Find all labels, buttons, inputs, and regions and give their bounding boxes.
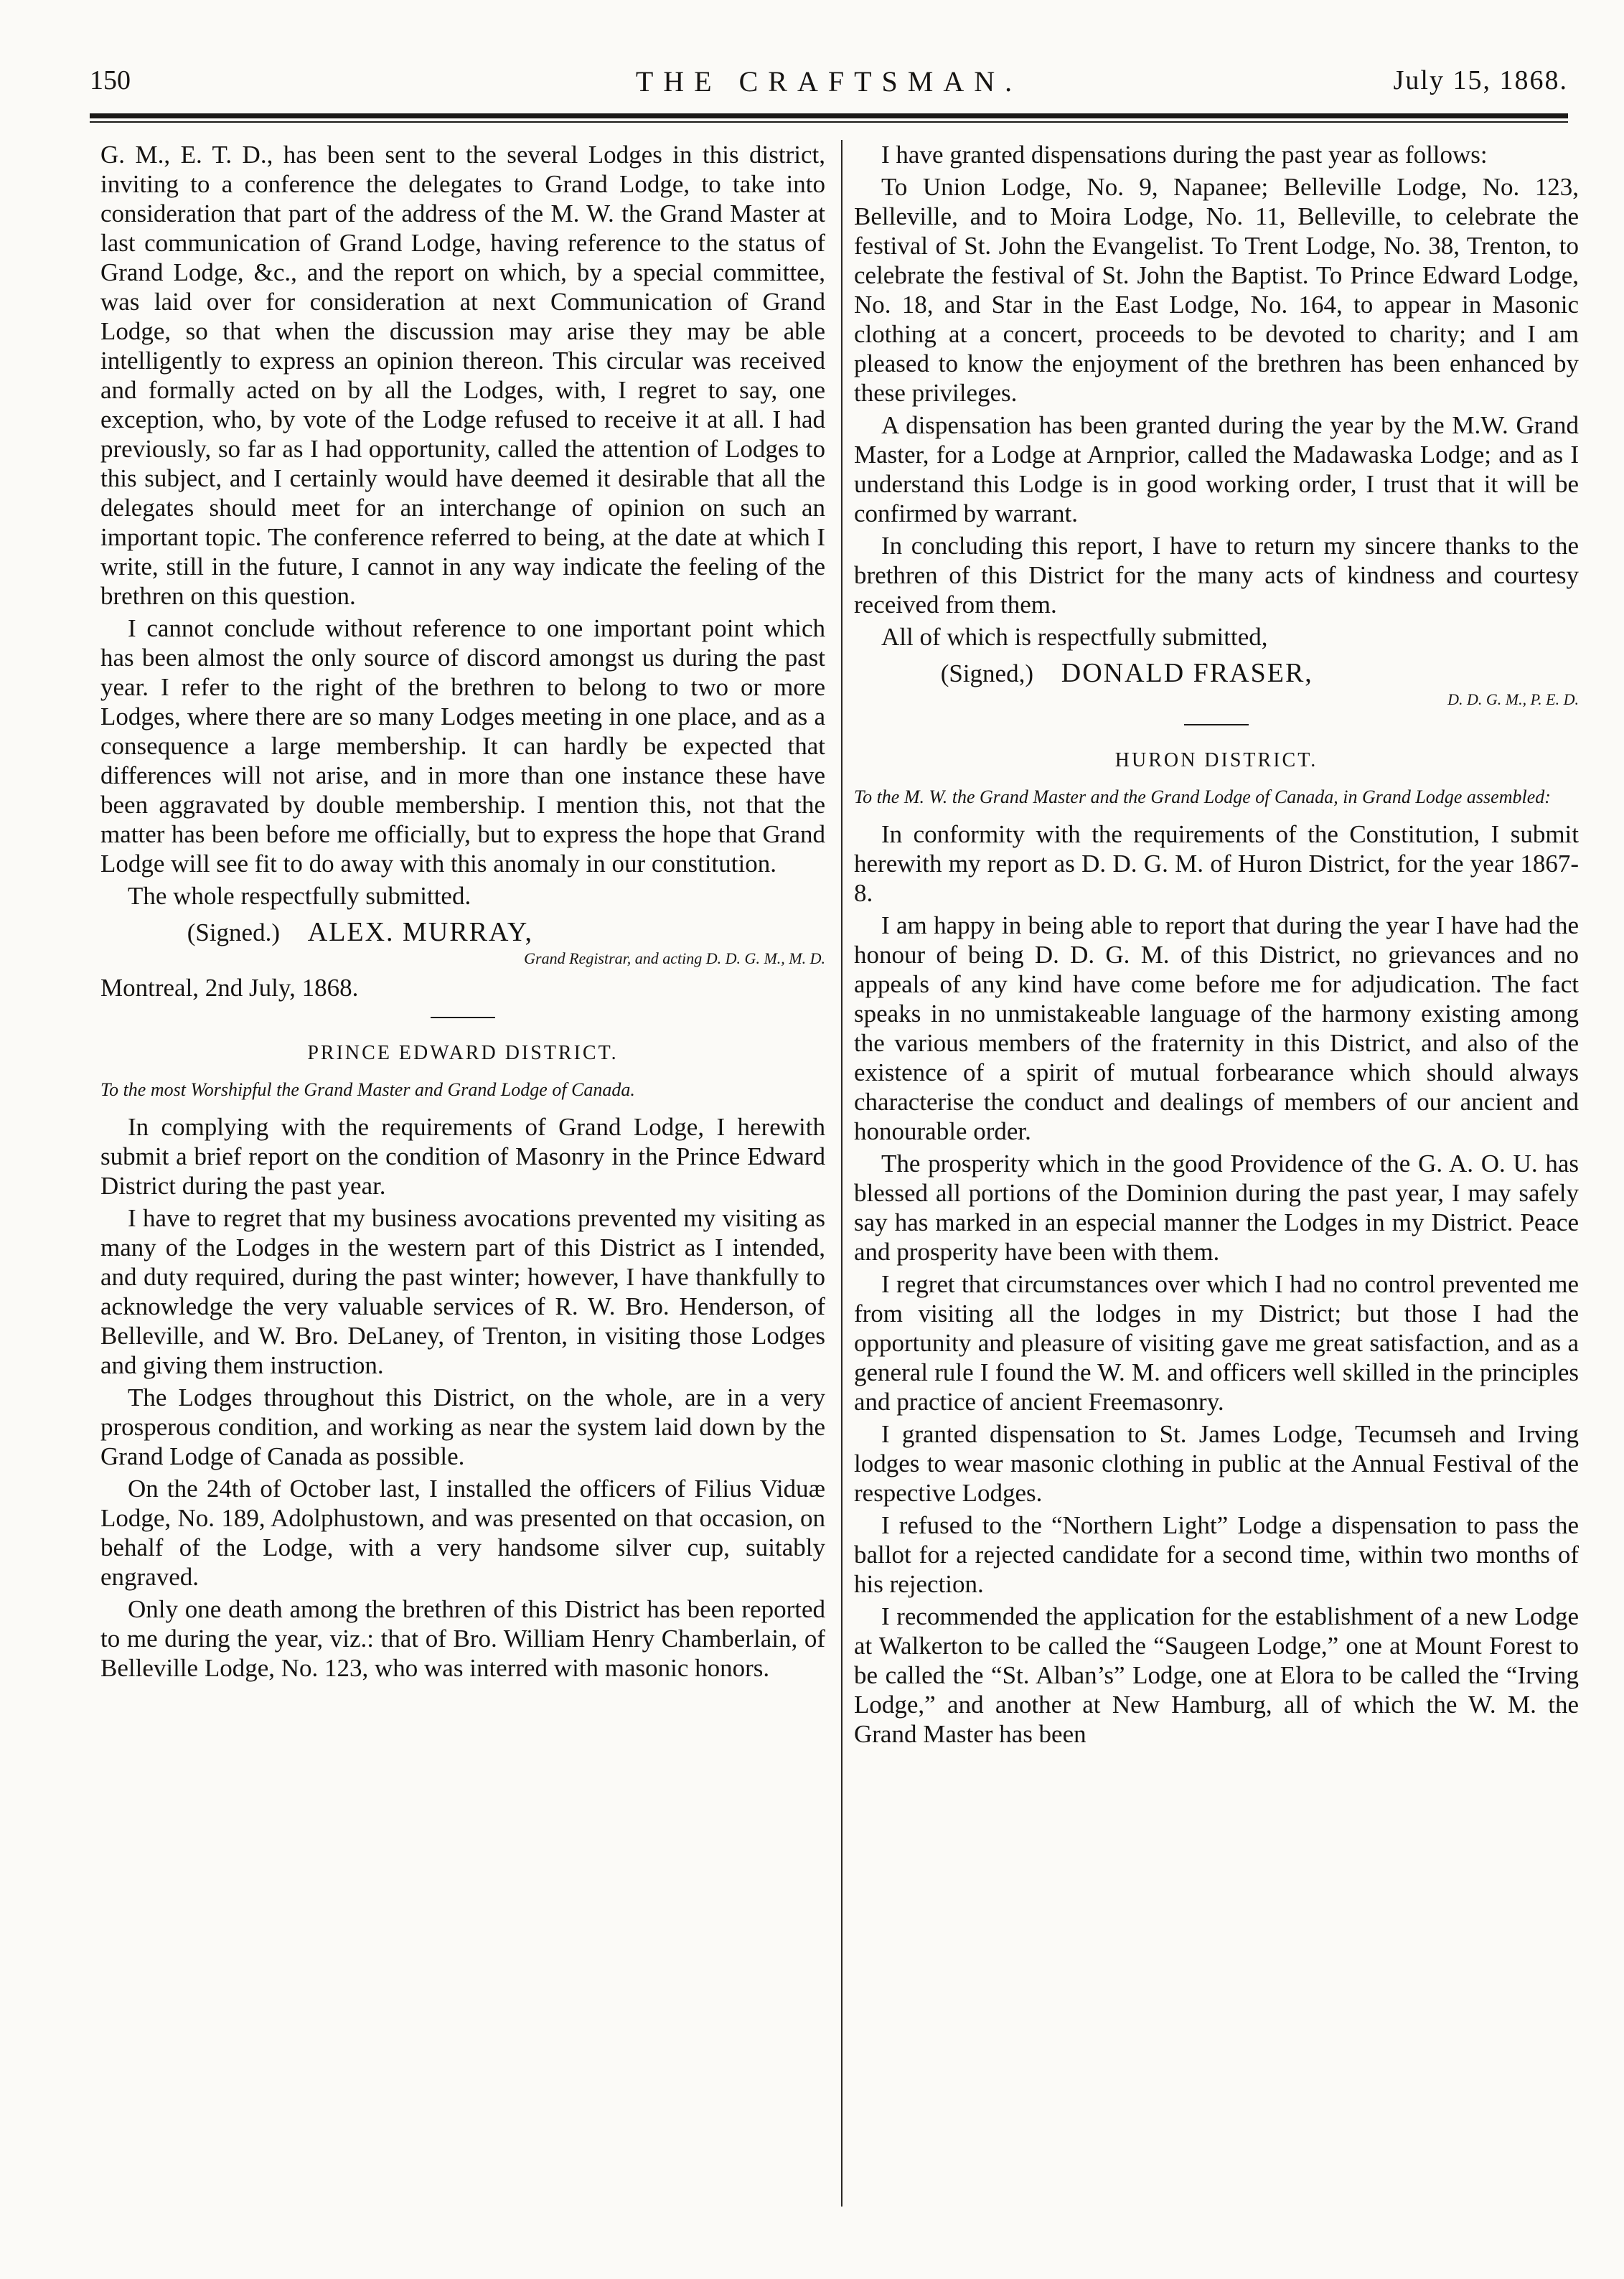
header-rule-thick (90, 113, 1568, 118)
signature-block (100, 918, 825, 947)
paragraph: I refused to the “Northern Light” Lodge a dispensation to pass the ballot for a rejected candidate for a second time, within two months of his rejection. (854, 1511, 1579, 1598)
section-rule (431, 1017, 495, 1018)
paragraph: The Lodges throughout this District, on the whole, are in a very prosperous condition, and working as near the system laid down by the Grand Lodge of Canada as possible. (100, 1383, 825, 1470)
section-heading: HURON DISTRICT. (1114, 749, 1318, 771)
paragraph: To Union Lodge, No. 9, Napanee; Belleville Lodge, No. 123, Belleville, and to Moira Lodge, No. 11, Belleville, to celebrate the festival of St. John the Evangelist. To Trent Lodge, No. 38, Trenton, to celebrate the festival of St. John the Baptist. To Prince Edward Lodge, No. 18, and Star in the East Lodge, No. 164, to appear in Masonic clothing at a concert, proceeds to be devoted to charity; and I am pleased to know the enjoyment of the brethren has been enhanced by these privileges. (854, 173, 1579, 407)
signatory-name: ALEX. MURRAY, (307, 917, 533, 947)
paragraph: I have to regret that my business avocations prevented my visiting as many of the Lodges in the western part of this District as I intended, and duty required, during the past winter; however, I have thankfully to acknowledge the very valuable services of R. W. Bro. Henderson, of Belleville, and W. Bro. DeLaney, of Trenton, in visiting those Lodges and giving them instruction. (100, 1204, 825, 1379)
paragraph: A dispensation has been granted during the year by the M.W. Grand Master, for a Lodge at Arnprior, called the Madawaska Lodge; and as I understand this Lodge is in good working order, I trust that it will be confirmed by warrant. (854, 411, 1579, 527)
report-address: To the M. W. the Grand Master and the Grand Lodge of Canada, in Grand Lodge assembled: (854, 786, 1551, 807)
signatory-title: Grand Registrar, and acting D. D. G. M., M. D. (524, 949, 825, 967)
paragraph: I granted dispensation to St. James Lodge, Tecumseh and Irving lodges to wear masonic clothing in public at the Annual Festival of the respective Lodges. (854, 1420, 1579, 1507)
paragraph: All of which is respectfully submitted, (881, 623, 1268, 651)
section-heading: PRINCE EDWARD DISTRICT. (307, 1042, 619, 1064)
left-column (100, 140, 825, 2257)
signed-label: (Signed.) (187, 918, 280, 946)
journal-title: THE CRAFTSMAN. (635, 65, 1023, 98)
paragraph: I cannot conclude without reference to one important point which has been almost the only source of discord amongst us during the past year. I refer to the right of the brethren to belong to two or more Lodges, where there are so many Lodges meeting in one place, and as a consequence a large membership. It can hardly be expected that differences will not arise, and in more than one instance these have been aggravated by double membership. I mention this, not that the matter has been before me officially, but to express the hope that Grand Lodge will see fit to do away with this anomaly in our constitution. (100, 614, 825, 878)
page-number: 150 (90, 65, 131, 95)
paragraph: I have granted dispensations during the past year as follows: (881, 141, 1488, 169)
paragraph: G. M., E. T. D., has been sent to the several Lodges in this district, inviting to a conference the delegates to Grand Lodge, to take into consideration that part of the address of the M. W. the Grand Master at last communication of Grand Lodge, having reference to the status of Grand Lodge, &c., and the report on which, by a special committee, was laid over for consideration at next Communication of Grand Lodge, so that when the discussion may arise they may be able intelligently to express an opinion thereon. This circular was received and formally acted on by all the Lodges, with, I regret to say, one exception, who, by vote of the Lodge refused to receive it at all. I had previously, so far as I had opportunity, called the attention of Lodges to this subject, and I certainly would have deemed it desirable that all the delegates should meet for an interchange of opinion on such an important topic. The conference referred to being, at the date at which I write, still in the future, I cannot in any way indicate the feeling of the brethren on this question. (100, 141, 825, 610)
paragraph: On the 24th of October last, I installed the officers of Filius Viduæ Lodge, No. 189, Adolphustown, and was presented on that occasion, on behalf of the Lodge, with a very handsome silver cup, suitably engraved. (100, 1475, 825, 1591)
paragraph: I recommended the application for the establishment of a new Lodge at Walkerton to be called the “Saugeen Lodge,” one at Mount Forest to be called the “St. Alban’s” Lodge, one at Elora to be called the “Irving Lodge,” and another at New Hamburg, all of which the W. M. the Grand Master has been (854, 1602, 1579, 1748)
paragraph: The prosperity which in the good Providence of the G. A. O. U. has blessed all portions of the Dominion during the past year, I may safely say has marked in an especial manner the Lodges in my District. Peace and prosperity have been with them. (854, 1150, 1579, 1266)
issue-date: July 15, 1868. (1393, 65, 1568, 95)
paragraph: In concluding this report, I have to return my sincere thanks to the brethren of this District for the many acts of kindness and courtesy received from them. (854, 532, 1579, 619)
paragraph: I am happy in being able to report that during the year I have had the honour of being D. D. G. M. of this District, no grievances and no appeals of any kind have come before me for adjudication. The fact speaks in no unmistakeable language of the harmony existing among the various members of the fraternity in this District, and also of the existence of a spirit of mutual forbearance which should always characterise the conduct and dealings of members of our ancient and honourable order. (854, 911, 1579, 1145)
signatory-name: DONALD FRASER, (1061, 658, 1313, 688)
right-column (854, 140, 1579, 2257)
paragraph: I regret that circumstances over which I had no control prevented me from visiting all the lodges in my District; but those I had the opportunity and pleasure of visiting gave me great satisfaction, and as a general rule I found the W. M. and officers well skilled in the principles and practice of ancient Freemasonry. (854, 1270, 1579, 1416)
report-address: To the most Worshipful the Grand Master and Grand Lodge of Canada. (100, 1079, 635, 1100)
page-header (90, 65, 1568, 108)
header-rule-thin (90, 121, 1568, 123)
paragraph: In conformity with the requirements of the Constitution, I submit herewith my report as D. D. G. M. of Huron District, for the year 1867-8. (854, 820, 1579, 907)
signed-label: (Signed,) (940, 659, 1033, 687)
section-rule (1184, 724, 1249, 725)
dateline: Montreal, 2nd July, 1868. (100, 974, 359, 1002)
paragraph: Only one death among the brethren of this District has been reported to me during the year, viz.: that of Bro. William Henry Chamberlain, of Belleville Lodge, No. 123, who was interred with masonic honors. (100, 1595, 825, 1682)
signatory-title: D. D. G. M., P. E. D. (1447, 690, 1579, 708)
column-divider (841, 140, 842, 2207)
paragraph: In complying with the requirements of Grand Lodge, I herewith submit a brief report on the condition of Masonry in the Prince Edward District during the past year. (100, 1113, 825, 1200)
paragraph: The whole respectfully submitted. (128, 882, 471, 910)
signature-block (854, 659, 1579, 688)
